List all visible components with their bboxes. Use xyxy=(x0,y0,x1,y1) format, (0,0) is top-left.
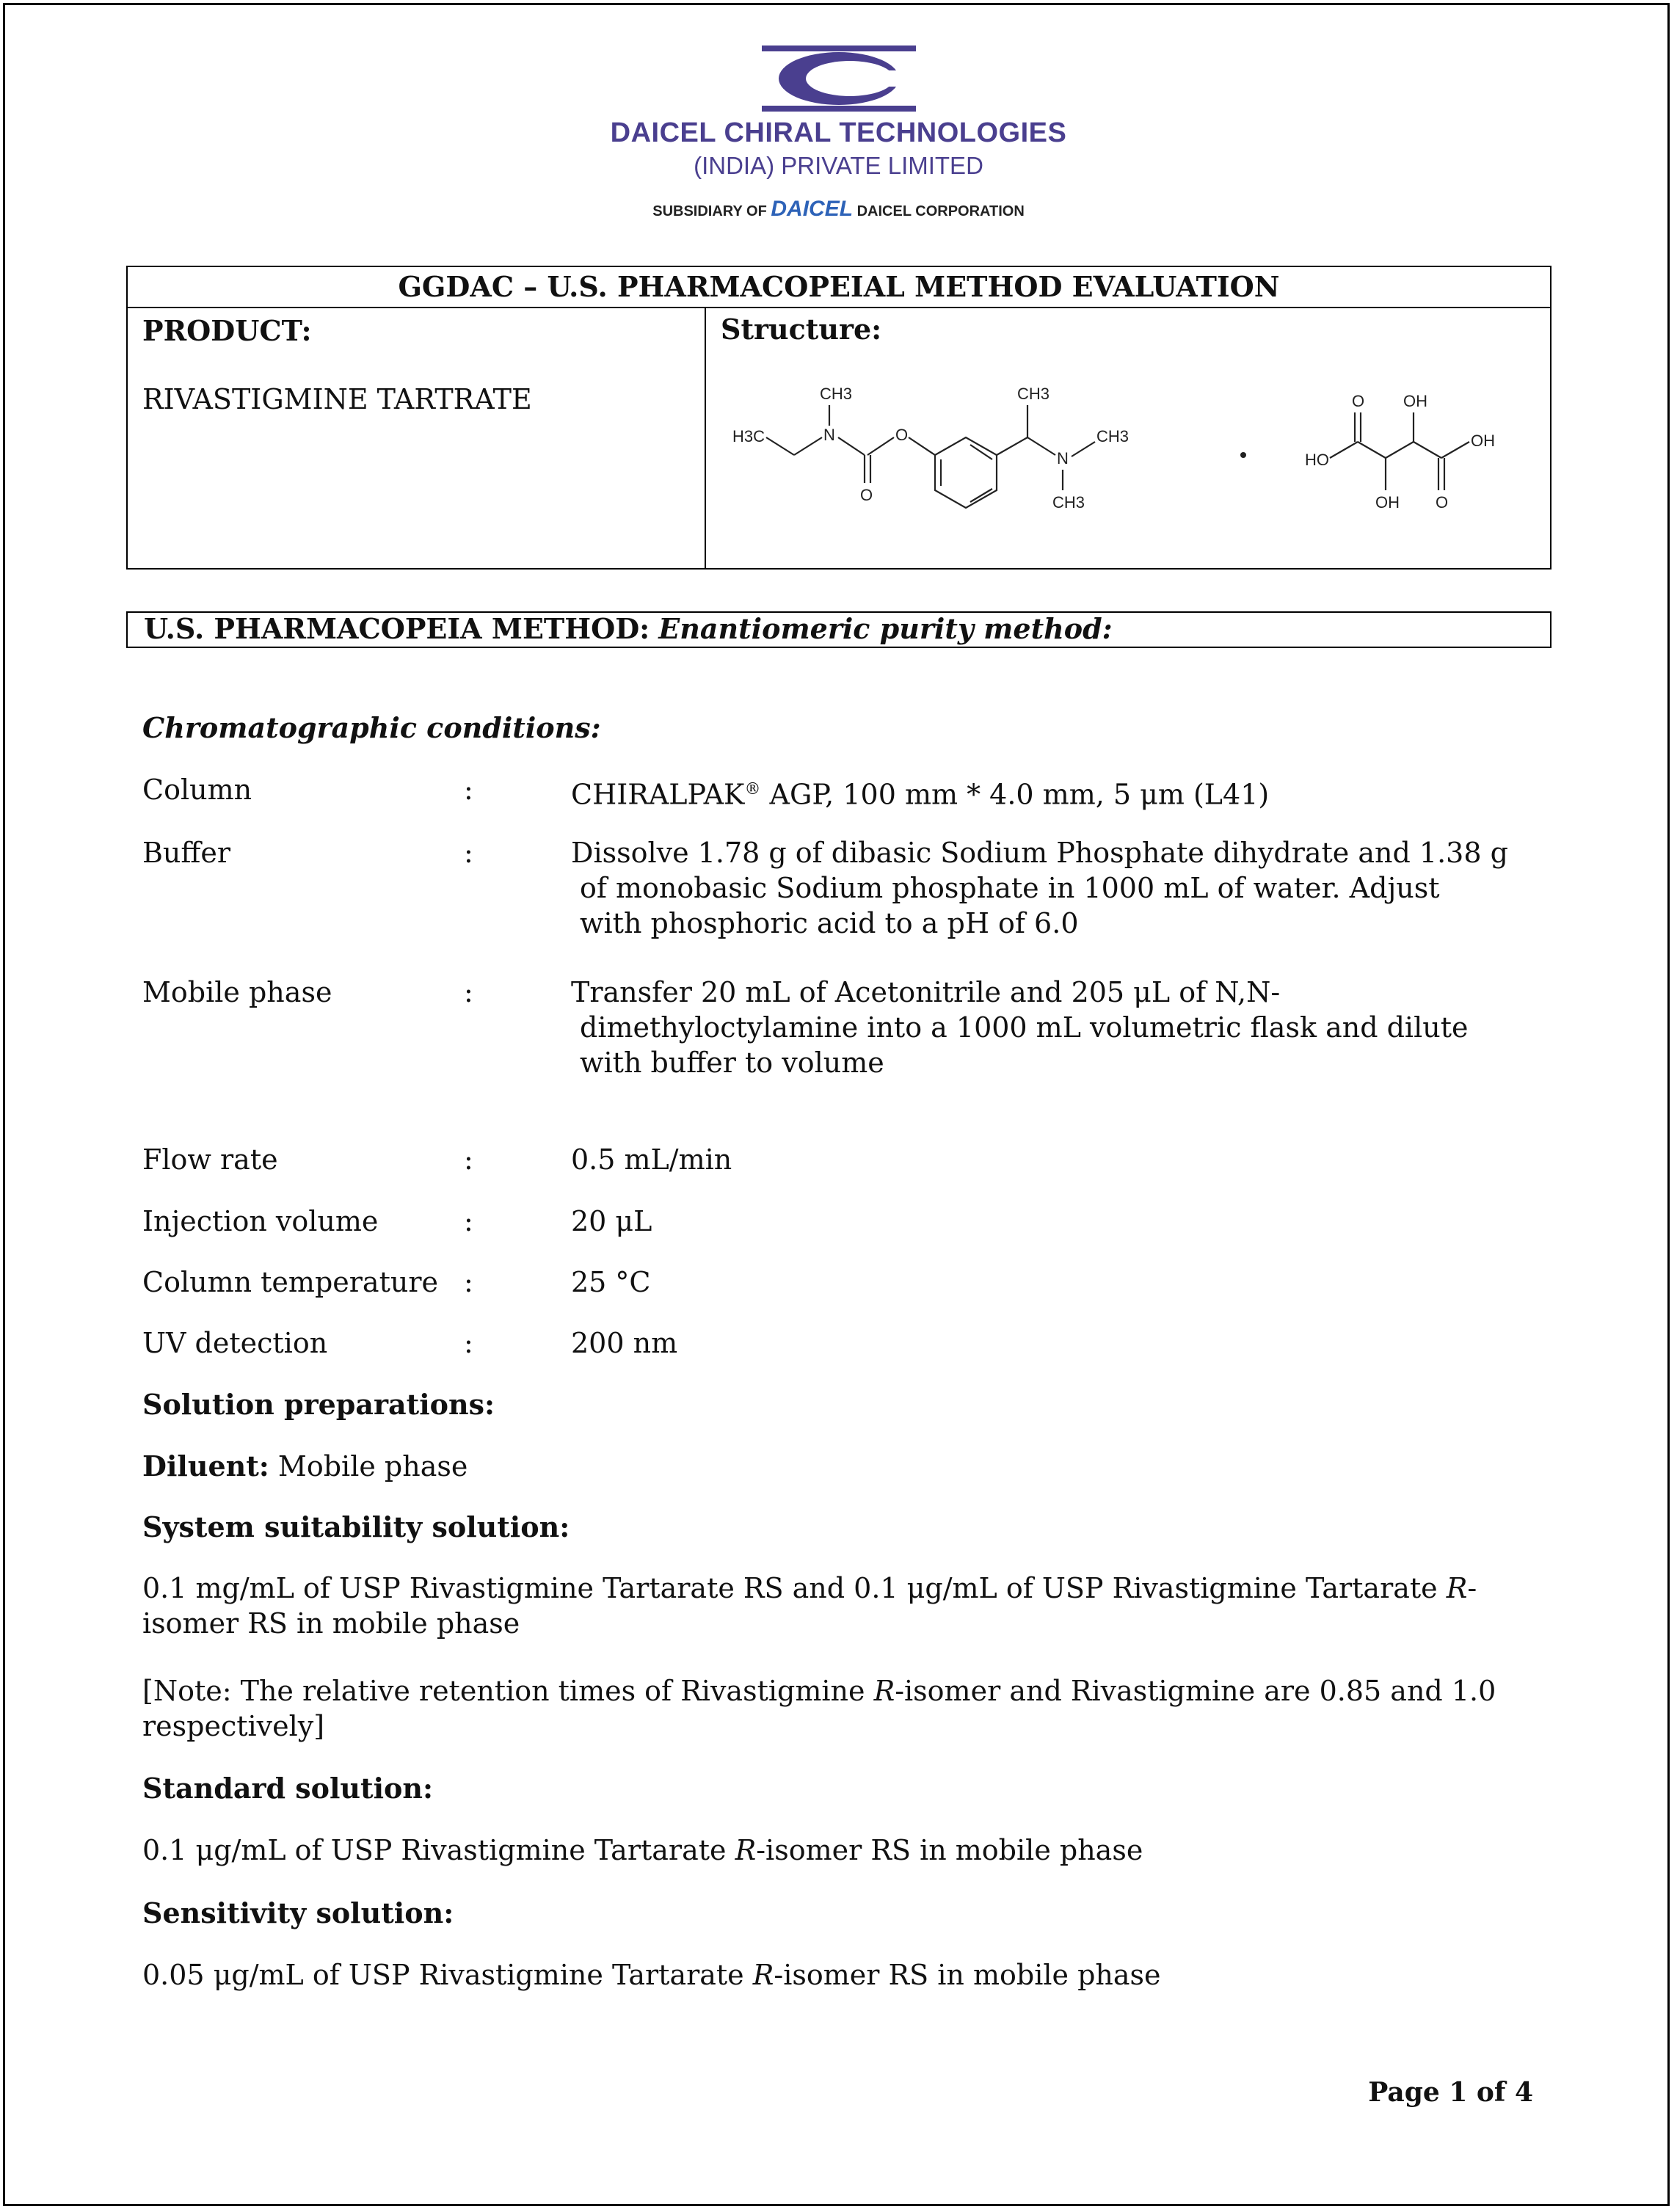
injection-volume-value: 20 μL xyxy=(571,1205,652,1237)
buffer-line: Dissolve 1.78 g of dibasic Sodium Phosphate dihydrate and 1.38 g xyxy=(571,837,1508,869)
buffer-value xyxy=(571,835,1547,941)
column-value xyxy=(571,772,1547,812)
note-text xyxy=(142,1673,1537,1744)
standard-solution-text xyxy=(142,1833,1537,1868)
buffer-line: of monobasic Sodium phosphate in 1000 mL of water. Adjust xyxy=(580,872,1440,904)
system-suitability-text xyxy=(142,1571,1537,1641)
note-post: -isomer and Rivastigmine are 0.85 and 1.0 xyxy=(895,1675,1496,1707)
mobile-phase-line: with buffer to volume xyxy=(580,1047,884,1079)
structure-cell xyxy=(705,308,1551,569)
flow-rate-label: Flow rate xyxy=(142,1143,278,1176)
sensitivity-solution-text xyxy=(142,1957,1537,1993)
atom-h3c: H3C xyxy=(732,427,765,445)
ss-line2: isomer RS in mobile phase xyxy=(142,1607,520,1640)
ss-line1-pre: 0.1 mg/mL of USP Rivastigmine Tartarate RS and 0.1 μg/mL of USP Rivastigmine Tartarate xyxy=(142,1572,1447,1604)
product-name: RIVASTIGMINE TARTRATE xyxy=(142,383,532,415)
atom-oh-1: OH xyxy=(1375,493,1400,512)
method-label: U.S. PHARMACOPEIA METHOD: xyxy=(144,612,650,645)
mobile-phase-value xyxy=(571,975,1547,1080)
diluent-line xyxy=(142,1449,1537,1484)
chemical-structure xyxy=(721,346,1535,530)
atom-o4: O xyxy=(1436,493,1449,512)
method-box xyxy=(126,611,1552,648)
company-name: DAICEL CHIRAL TECHNOLOGIES xyxy=(610,117,1067,148)
diluent-label: Diluent: xyxy=(142,1449,269,1482)
mobile-phase-colon: : xyxy=(464,976,473,1008)
daicel-logo-icon xyxy=(762,46,916,112)
buffer-line: with phosphoric acid to a pH of 6.0 xyxy=(580,907,1079,939)
mobile-phase-label: Mobile phase xyxy=(142,976,332,1008)
method-name: Enantiomeric purity method: xyxy=(658,612,1113,645)
column-value-pre: CHIRALPAK xyxy=(571,778,745,811)
atom-ho: HO xyxy=(1305,451,1329,469)
uv-detection-colon: : xyxy=(464,1327,473,1359)
uv-detection-label: UV detection xyxy=(142,1327,328,1359)
std-pre: 0.1 μg/mL of USP Rivastigmine Tartarate xyxy=(142,1834,735,1866)
atom-ch3-4: CH3 xyxy=(1052,493,1085,512)
registered-mark: ® xyxy=(744,780,761,798)
injection-volume-label: Injection volume xyxy=(142,1205,379,1237)
diluent-value: Mobile phase xyxy=(269,1450,468,1482)
atom-ch3-2: CH3 xyxy=(1017,385,1050,403)
atom-o2: O xyxy=(895,426,909,444)
uv-detection-value: 200 nm xyxy=(571,1327,678,1359)
sens-pre: 0.05 μg/mL of USP Rivastigmine Tartarate xyxy=(142,1959,753,1991)
sensitivity-solution-heading: Sensitivity solution: xyxy=(142,1896,454,1929)
atom-n2: N xyxy=(1057,449,1069,467)
system-suitability-heading: System suitability solution: xyxy=(142,1510,570,1543)
flow-rate-colon: : xyxy=(464,1143,473,1176)
column-label: Column xyxy=(142,774,252,806)
buffer-colon: : xyxy=(464,837,473,869)
sens-post: -isomer RS in mobile phase xyxy=(774,1959,1161,1991)
company-subtitle: (INDIA) PRIVATE LIMITED xyxy=(694,152,983,179)
std-it: R xyxy=(735,1834,757,1866)
chromatographic-heading: Chromatographic conditions: xyxy=(142,711,601,744)
atom-n1: N xyxy=(823,426,835,444)
atom-oh-2: OH xyxy=(1403,392,1427,410)
atom-oh-3: OH xyxy=(1471,432,1495,450)
sens-it: R xyxy=(752,1959,774,1991)
std-post: -isomer RS in mobile phase xyxy=(756,1834,1143,1866)
evaluation-title: GGDAC – U.S. PHARMACOPEIAL METHOD EVALUATION xyxy=(127,266,1551,308)
note-it: R xyxy=(873,1675,895,1707)
daicel-brand: DAICEL xyxy=(771,197,854,221)
note-line2: respectively] xyxy=(142,1710,325,1742)
note-pre: [Note: The relative retention times of Rivastigmine xyxy=(142,1675,874,1707)
injection-volume-colon: : xyxy=(464,1205,473,1237)
subsidiary-prefix: SUBSIDIARY OF xyxy=(652,203,767,219)
evaluation-table xyxy=(126,266,1552,570)
buffer-label: Buffer xyxy=(142,837,231,869)
column-value-post: AGP, 100 mm * 4.0 mm, 5 μm (L41) xyxy=(760,778,1270,811)
product-label: PRODUCT: xyxy=(142,314,312,347)
ss-line1-it: R xyxy=(1446,1572,1468,1604)
atom-o1: O xyxy=(860,486,873,504)
page-number: Page 1 of 4 xyxy=(1368,2077,1533,2108)
atom-ch3-3: CH3 xyxy=(1096,427,1129,445)
product-cell xyxy=(127,308,705,569)
column-temperature-value: 25 °C xyxy=(571,1266,651,1298)
atom-o3: O xyxy=(1352,392,1365,410)
flow-rate-value: 0.5 mL/min xyxy=(571,1143,732,1176)
column-temperature-colon: : xyxy=(464,1266,473,1298)
column-colon: : xyxy=(464,774,473,806)
solution-preparations-heading: Solution preparations: xyxy=(142,1388,495,1421)
mobile-phase-line: dimethyloctylamine into a 1000 mL volumetric flask and dilute xyxy=(580,1011,1469,1044)
column-temperature-label: Column temperature xyxy=(142,1266,438,1298)
structure-label: Structure: xyxy=(721,313,882,346)
subsidiary-suffix: DAICEL CORPORATION xyxy=(856,203,1025,219)
standard-solution-heading: Standard solution: xyxy=(142,1772,434,1805)
subsidiary-line xyxy=(440,197,1237,222)
atom-ch3-1: CH3 xyxy=(820,385,853,403)
mobile-phase-line: Transfer 20 mL of Acetonitrile and 205 μL of N,N- xyxy=(571,976,1281,1008)
ss-line1-post: - xyxy=(1467,1572,1477,1604)
